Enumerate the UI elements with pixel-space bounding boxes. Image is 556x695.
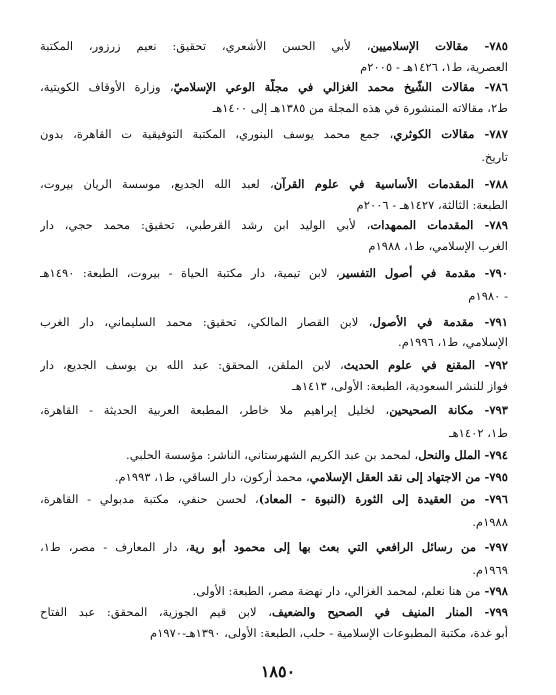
- entry-789-line-2: الغرب الإسلامي، ط١، ١٩٨٨م: [368, 239, 508, 253]
- entry-795-title: من الاجتهاد إلى نقد العقل الإسلامي: [309, 470, 481, 484]
- entry-791-title: مقدمة في الأصول: [372, 315, 474, 329]
- entry-789-line-1: ٧٨٩- المقدمات الممهدات، لأبي الوليد ابن رشد القرطبي، تحقيق: محمد حجي، دار: [40, 218, 508, 232]
- entry-793-line-1: ٧٩٣- مكانة الصحيحين، لخليل إبراهيم ملا خاطر، المطبعة العربية الحديثة - القاهرة،: [40, 403, 508, 417]
- entry-790-title: مقدمة في أصول التفسير: [339, 266, 476, 280]
- entry-793-title: مكانة الصحيحين: [389, 403, 474, 417]
- entry-785-title: مقالات الإسلاميين: [370, 39, 469, 53]
- entry-786-line-1: ٧٨٦- مقالات الشّيخ محمد الغزالي في مجلّة الوعي الإسلاميّ، وزارة الأوقاف الكويتية،: [40, 80, 508, 94]
- entry-787-title: مقالات الكوثري: [393, 127, 475, 141]
- entry-795-line-1: ٧٩٥- من الاجتهاد إلى نقد العقل الإسلامي، محمد أركون، دار الساقي، ط١، ١٩٩٣م.: [114, 470, 508, 484]
- entry-788-title: المقدمات الأساسية في علوم القرآن: [273, 177, 475, 191]
- entry-792-title: المقنع في علوم الحديث: [343, 358, 476, 372]
- entry-793-line-2: ط١، ١٤٠٢هـ: [449, 426, 508, 440]
- entry-797-title: من رسائل الرافعي التي بعث بها إلى محمود أبو رية: [189, 540, 477, 554]
- entry-799-line-1: ٧٩٩- المنار المنيف في الصحيح والضعيف، لابن قيم الجوزية، المحقق: عبد الفتاح: [40, 605, 508, 619]
- entry-787-line-2: تاريخ.: [481, 150, 508, 164]
- entry-794-title: الملل والنحل: [418, 448, 481, 462]
- entry-785-line-1: ٧٨٥- مقالات الإسلاميين، لأبي الحسن الأشعري، تحقيق: نعيم زرزور، المكتبة: [40, 39, 508, 53]
- entry-797-line-2: ١٩٦٩م.: [472, 563, 508, 577]
- entry-796-line-1: ٧٩٦- من العقيدة إلى الثورة (النبوة - المعاد)، لحسن حنفي، مكتبة مدبولي - القاهرة،: [40, 492, 508, 506]
- entry-791-line-2: الإسلامي، ط١، ١٩٩٦م.: [398, 335, 508, 349]
- entry-788-line-2: الطبعة: الثالثة، ١٤٢٧هـ - ٢٠٠٦م: [356, 198, 508, 212]
- entry-797-line-1: ٧٩٧- من رسائل الرافعي التي بعث بها إلى محمود أبو رية، دار المعارف - مصر، ط١،: [40, 540, 508, 554]
- entry-786-title: مقالات الشّيخ محمد الغزالي في مجلّة الوعي الإسلاميّ: [173, 80, 475, 94]
- entry-792-line-1: ٧٩٢- المقنع في علوم الحديث، لابن الملقن، المحقق: عبد الله بن يوسف الجديع، دار: [40, 358, 508, 372]
- entry-790-line-2: - ١٩٨٠م: [468, 289, 508, 303]
- entry-798-line-1: ٧٩٨- من هنا نعلم، لمحمد الغزالي، دار نهضة مصر، الطبعة: الأولى.: [192, 584, 508, 598]
- entry-785-line-2: العصرية، ط١، ١٤٢٦هـ - ٢٠٠٥م: [360, 60, 508, 74]
- entry-799-line-2: أبو غدة، مكتبة المطبوعات الإسلامية - حلب، الطبعة: الأولى، ١٣٩٠هـ-١٩٧٠م: [150, 626, 508, 640]
- entry-792-line-2: فواز للنشر السعودية، الطبعة: الأولى، ١٤١٣هـ: [292, 379, 508, 393]
- entry-787-line-1: ٧٨٧- مقالات الكوثري، جمع محمد يوسف البنوري، المكتبة التوفيقية ت القاهرة، بدون: [40, 127, 508, 141]
- entry-796-title: من العقيدة إلى الثورة (النبوة - المعاد): [258, 492, 476, 506]
- entry-799-title: المنار المنيف في الصحيح والضعيف: [272, 605, 473, 619]
- page-number: ١٨٥٠: [260, 662, 296, 681]
- entry-794-line-1: ٧٩٤- الملل والنحل، لمحمد بن عبد الكريم الشهرستاني، الناشر: مؤسسة الحلبي.: [126, 448, 508, 462]
- entry-790-line-1: ٧٩٠- مقدمة في أصول التفسير، لابن تيمية، دار مكتبة الحياة - بيروت، الطبعة: ١٤٩٠هـ: [40, 266, 508, 280]
- entry-796-line-2: ١٩٨٨م.: [472, 515, 508, 529]
- entry-789-title: المقدمات الممهدات: [370, 218, 474, 232]
- entry-788-line-1: ٧٨٨- المقدمات الأساسية في علوم القرآن، لعبد الله الجديع، موسسة الريان بيروت،: [40, 177, 508, 191]
- entry-791-line-1: ٧٩١- مقدمة في الأصول، لابن القصار المالكي، تحقيق: محمد السليماني، دار الغرب: [40, 315, 508, 329]
- entry-786-line-2: ط٢، مقالاته المنشورة في هذه المجلة من ١٣٨٥هـ إلى ١٤٠٠هـ: [212, 101, 508, 115]
